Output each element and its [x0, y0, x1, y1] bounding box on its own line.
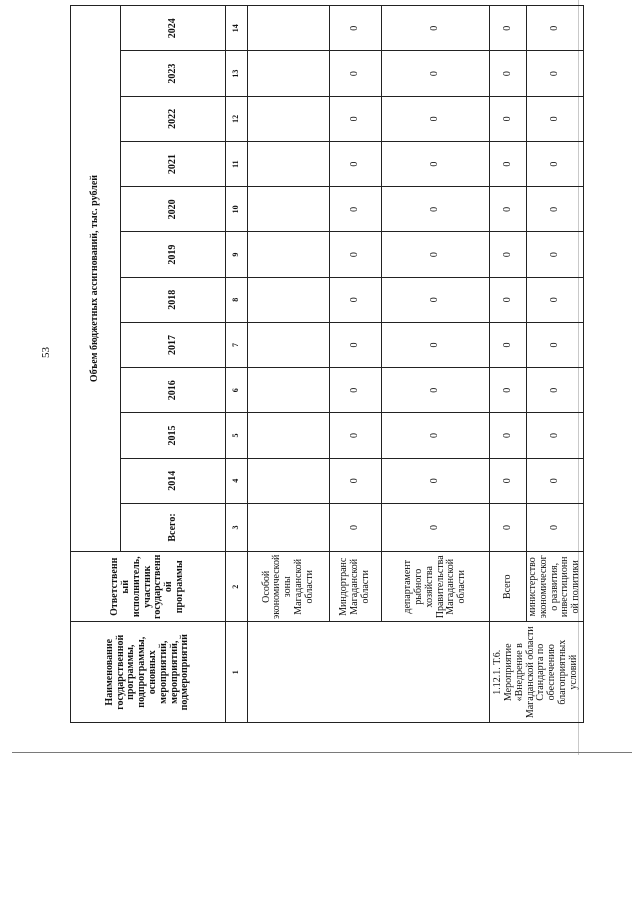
value-cell: 0 — [527, 96, 584, 141]
value-cell: 0 — [382, 232, 490, 277]
table-row — [527, 6, 584, 723]
value-cell: 0 — [330, 277, 382, 322]
value-cell: 0 — [527, 187, 584, 232]
value-cell — [248, 141, 330, 186]
header-year: 2015 — [121, 413, 226, 458]
table-row — [248, 6, 330, 723]
value-cell — [248, 458, 330, 503]
value-cell — [248, 96, 330, 141]
header-executor-column: Ответственный исполнитель, участник государственной программы — [71, 552, 226, 622]
header-year: 2018 — [121, 277, 226, 322]
value-cell: 0 — [527, 458, 584, 503]
header-year: 2022 — [121, 96, 226, 141]
value-cell: 0 — [382, 322, 490, 367]
header-total: Всего: — [121, 503, 226, 551]
executor-cell: Всего — [490, 552, 527, 622]
column-number: 10 — [226, 187, 248, 232]
value-cell: 0 — [490, 503, 527, 551]
value-cell — [248, 6, 330, 52]
value-cell — [248, 413, 330, 458]
header-year: 2024 — [121, 6, 226, 52]
value-cell — [248, 277, 330, 322]
column-number: 2 — [226, 552, 248, 622]
column-number: 1 — [226, 622, 248, 723]
value-cell: 0 — [382, 96, 490, 141]
column-number: 14 — [226, 6, 248, 52]
value-cell: 0 — [330, 51, 382, 96]
value-cell: 0 — [382, 141, 490, 186]
executor-cell: департамент рыбного хозяйства Правительства Магаданской области — [382, 552, 490, 622]
value-cell: 0 — [330, 458, 382, 503]
header-year: 2014 — [121, 458, 226, 503]
value-cell: 0 — [382, 368, 490, 413]
header-year: 2016 — [121, 368, 226, 413]
value-cell: 0 — [490, 232, 527, 277]
value-cell: 0 — [490, 277, 527, 322]
value-cell: 0 — [490, 51, 527, 96]
column-number: 7 — [226, 322, 248, 367]
value-cell: 0 — [382, 51, 490, 96]
header-year: 2017 — [121, 322, 226, 367]
value-cell: 0 — [330, 232, 382, 277]
table-row — [330, 6, 382, 723]
value-cell — [248, 368, 330, 413]
header-year: 2023 — [121, 51, 226, 96]
value-cell: 0 — [490, 322, 527, 367]
value-cell: 0 — [490, 458, 527, 503]
value-cell: 0 — [490, 141, 527, 186]
value-cell: 0 — [382, 458, 490, 503]
header-budget-column: Объем бюджетных ассигнований, тыс. рублей — [71, 6, 121, 552]
value-cell: 0 — [330, 6, 382, 52]
header-year: 2019 — [121, 232, 226, 277]
value-cell — [248, 51, 330, 96]
value-cell: 0 — [527, 413, 584, 458]
value-cell: 0 — [527, 322, 584, 367]
executor-cell: Миндортранс Магаданской области — [330, 552, 382, 622]
value-cell: 0 — [382, 413, 490, 458]
value-cell: 0 — [382, 6, 490, 52]
column-number: 8 — [226, 277, 248, 322]
executor-cell: Особой экономической зоны Магаданской области — [248, 552, 330, 622]
value-cell: 0 — [330, 96, 382, 141]
column-number: 11 — [226, 141, 248, 186]
value-cell: 0 — [490, 187, 527, 232]
value-cell: 0 — [382, 187, 490, 232]
value-cell: 0 — [527, 141, 584, 186]
header-year: 2020 — [121, 187, 226, 232]
value-cell: 0 — [527, 503, 584, 551]
program-name-cell: 1.12.1. Т.6. Мероприятие «Внедрение в Магаданской области Стандарта по обеспечению благоприятных условий — [490, 622, 584, 723]
executor-cell: министерство экономического развития, инвестиционной политики — [527, 552, 584, 622]
column-number: 5 — [226, 413, 248, 458]
column-number: 9 — [226, 232, 248, 277]
header-row-1 — [71, 6, 121, 723]
header-name-column: Наименование государственной программы, подпрограммы, основных мероприятий, мероприятий, подмероприятий — [71, 622, 226, 723]
header-year: 2021 — [121, 141, 226, 186]
table-row — [490, 6, 527, 723]
value-cell: 0 — [490, 368, 527, 413]
value-cell: 0 — [382, 277, 490, 322]
page-number: 53 — [40, 347, 52, 358]
value-cell: 0 — [382, 503, 490, 551]
value-cell — [248, 503, 330, 551]
value-cell: 0 — [330, 187, 382, 232]
value-cell: 0 — [330, 503, 382, 551]
value-cell: 0 — [527, 277, 584, 322]
value-cell: 0 — [527, 51, 584, 96]
bottom-separator-line — [12, 752, 632, 753]
value-cell — [248, 322, 330, 367]
column-number-row — [226, 6, 248, 723]
column-number: 3 — [226, 503, 248, 551]
value-cell: 0 — [330, 322, 382, 367]
table-row — [382, 6, 490, 723]
column-number: 6 — [226, 368, 248, 413]
value-cell — [248, 187, 330, 232]
value-cell: 0 — [330, 413, 382, 458]
value-cell: 0 — [527, 6, 584, 52]
value-cell: 0 — [330, 141, 382, 186]
value-cell: 0 — [490, 96, 527, 141]
column-number: 4 — [226, 458, 248, 503]
value-cell: 0 — [527, 368, 584, 413]
value-cell — [248, 232, 330, 277]
column-number: 12 — [226, 96, 248, 141]
budget-table-rotated — [70, 5, 582, 723]
value-cell: 0 — [527, 232, 584, 277]
column-number: 13 — [226, 51, 248, 96]
program-name-cell — [248, 622, 490, 723]
budget-table — [70, 5, 584, 723]
value-cell: 0 — [330, 368, 382, 413]
value-cell: 0 — [490, 413, 527, 458]
value-cell: 0 — [490, 6, 527, 52]
